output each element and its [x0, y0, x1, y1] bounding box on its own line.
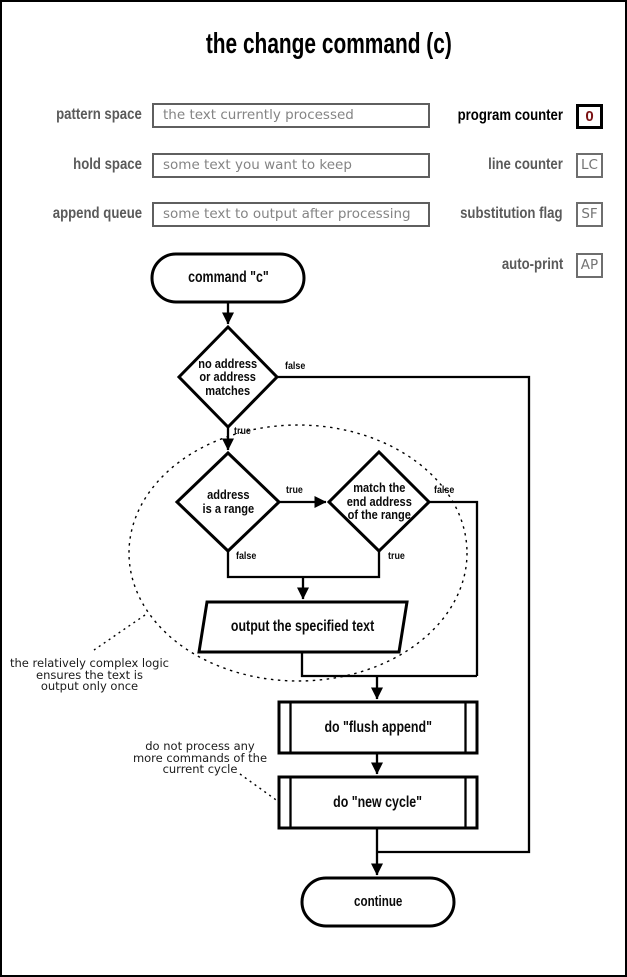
line-counter-label: line counter — [488, 156, 563, 173]
program-counter-value: 0 — [585, 108, 594, 125]
substitution-flag-value: SF — [581, 206, 598, 222]
page-title: the change command (c) — [206, 28, 452, 60]
annotation-no-more-pointer — [240, 774, 279, 802]
hold-space-label: hold space — [73, 156, 142, 173]
d3-false-label: false — [434, 484, 455, 496]
substitution-flag-label: substitution flag — [460, 205, 563, 222]
d1-false-label: false — [285, 360, 306, 372]
auto-print-label: auto-print — [501, 256, 563, 273]
hold-space-value: some text you want to keep — [163, 157, 352, 173]
d2-false-label: false — [236, 550, 257, 562]
append-queue-label: append queue — [52, 205, 142, 222]
continue-node-label: continue — [353, 894, 403, 910]
flush-append-label: do "flush append" — [324, 718, 432, 736]
edge-output-down — [302, 652, 477, 676]
pattern-space-label: pattern space — [56, 106, 142, 123]
flowchart-canvas — [2, 2, 627, 977]
line-counter-value: LC — [581, 157, 598, 173]
auto-print-value: AP — [580, 257, 599, 273]
program-counter-label: program counter — [457, 107, 563, 124]
append-queue-value: some text to output after processing — [163, 206, 411, 222]
annotation-no-more: do not process any more commands of the current cycle — [132, 739, 268, 776]
annotation-once-pointer — [94, 615, 145, 650]
decision-end-label: match the end address of the range — [346, 480, 412, 523]
new-cycle-label: do "new cycle" — [333, 793, 423, 811]
decision-range-label: address is a range — [202, 487, 254, 516]
start-node-label: command "c" — [187, 269, 269, 286]
annotation-once: the relatively complex logic ensures the text is output only once — [9, 656, 169, 693]
output-node-label: output the specified text — [231, 618, 375, 635]
d3-true-label: true — [388, 550, 405, 562]
d2-true-label: true — [286, 484, 303, 496]
decision-address-label: no address or address matches — [198, 355, 258, 398]
d1-true-label: true — [234, 425, 251, 437]
edge-d3-false — [429, 502, 477, 676]
pattern-space-value: the text currently processed — [163, 107, 354, 123]
